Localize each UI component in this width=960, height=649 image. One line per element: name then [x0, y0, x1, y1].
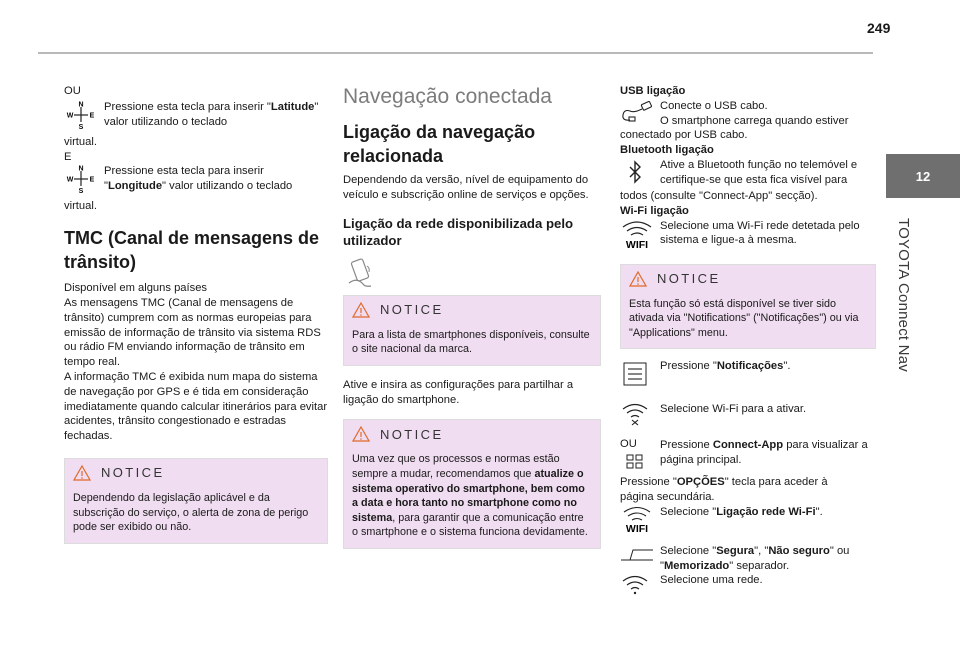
usb-title: USB ligação — [620, 85, 686, 97]
section-title: Navegação conectada — [343, 85, 552, 108]
notice-body: Esta função só está disponível se tiver sido ativada via "Notifications" ("Notificações") ou via "Applications" menu. — [629, 297, 859, 339]
svg-text:S: S — [78, 123, 84, 130]
options-text: Pressione "OPÇÕES" tecla para aceder à — [620, 476, 828, 489]
usb-text: Conecte o USB cabo. — [660, 99, 768, 112]
longitude-tail: virtual. — [64, 200, 97, 213]
select-wifi-text: Selecione Wi-Fi para a ativar. — [660, 403, 807, 416]
svg-text:N: N — [78, 165, 84, 173]
bluetooth-icon — [620, 158, 660, 189]
wifi-off-icon[interactable] — [620, 402, 660, 431]
wifi-title: Wi-Fi ligação — [620, 204, 689, 217]
or-label: OU — [64, 85, 81, 97]
page-number: 249 — [867, 20, 891, 36]
warning-icon — [629, 271, 647, 287]
latitude-text: Pressione esta tecla para inserir "Latitude" valor utilizando o teclado — [104, 100, 319, 128]
subsection-title: Ligação da navegação relacionada — [343, 122, 536, 166]
compass-icon — [64, 164, 104, 199]
column-middle — [343, 84, 601, 549]
notifications-list-icon[interactable] — [620, 359, 660, 394]
notice-title: NOTICE — [380, 426, 444, 442]
notice-title: NOTICE — [380, 302, 444, 318]
column-right — [620, 84, 876, 602]
apps-grid-icon[interactable] — [620, 438, 660, 475]
connect-app-text: Pressione Connect-App para visualizar a página principal. — [660, 439, 868, 466]
tmc-paragraph: As mensagens TMC (Canal de mensagens de trânsito) cumprem com as normas europeias para emissão de informação de trânsito via sistema RDS ou rádio FM enviando informação de trânsito em tempo real. — [64, 296, 321, 369]
tabs-icon[interactable] — [620, 544, 660, 567]
bluetooth-row — [620, 158, 876, 189]
notice-body: Uma vez que os processos e normas estão sempre a mudar, recomendamos que atualize o sistema operativo do smartphone, bem como a data e hora tanto no smartphone como no sistema, para garantir que a comunicação entre o smartphone e o sistema funciona devidamente. — [352, 453, 588, 539]
select-network-row — [620, 573, 876, 602]
chapter-title-text: TOYOTA Connect Nav — [895, 218, 912, 372]
or-label: OU — [620, 438, 637, 451]
svg-text:E: E — [89, 112, 95, 120]
wifi-network-icon[interactable] — [620, 505, 660, 538]
svg-text:E: E — [89, 176, 95, 184]
options-tail: página secundária. — [620, 490, 715, 503]
wifi-network-text: Selecione "Ligação rede Wi-Fi". — [660, 505, 823, 518]
compass-icon — [64, 100, 104, 135]
user-network-title: Ligação da rede disponibilizada pelo utilizador — [343, 215, 574, 248]
svg-text:WIFI: WIFI — [625, 238, 649, 249]
latitude-row — [64, 100, 328, 135]
notice-title: NOTICE — [657, 271, 721, 287]
column-left — [64, 84, 328, 544]
bluetooth-text: Ative a Bluetooth função no telemóvel e certifique-se que esta fica visível para — [660, 158, 858, 186]
intro-paragraph: Dependendo da versão, nível de equipamento do veículo e subscrição online de serviços e opções. — [343, 174, 589, 201]
warning-icon — [73, 465, 91, 481]
tmc-paragraph: A informação TMC é exibida num mapa do sistema de navegação por GPS e é tida em consideração imediatamente quando calcular itinerários para evitar acidentes, trânsito congestionado e estradas fechadas. — [64, 370, 328, 443]
header-rule — [38, 52, 873, 54]
svg-text:S: S — [78, 188, 84, 195]
notice-body: Para a lista de smartphones disponíveis, consulte o site nacional da marca. — [352, 328, 590, 356]
wifi-icon — [620, 219, 660, 254]
wifi-row — [620, 219, 876, 254]
longitude-text: Pressione esta tecla para inserir "Longitude" valor utilizando o teclado — [104, 165, 293, 193]
longitude-row — [64, 164, 328, 199]
notice-title: NOTICE — [101, 465, 165, 481]
wifi-signal-icon[interactable] — [620, 573, 660, 602]
wifi-text: Selecione uma Wi-Fi rede detetada pelo sistema e ligue-a à mesma. — [660, 219, 860, 247]
notice-box — [64, 458, 328, 544]
usb-text: O smartphone carrega quando estiver — [660, 114, 849, 127]
notice-box — [620, 264, 876, 350]
svg-text:W: W — [66, 112, 74, 120]
warning-icon — [352, 302, 370, 318]
tmc-paragraph: Disponível em alguns países — [64, 282, 208, 295]
security-text: Selecione "Segura", "Não seguro" ou "Memorizado" separador. — [660, 544, 850, 572]
bluetooth-title: Bluetooth ligação — [620, 144, 714, 157]
svg-text:WIFI: WIFI — [625, 522, 649, 533]
bluetooth-tail: todos (consulte "Connect-App" secção). — [620, 189, 818, 202]
notice-body: Dependendo da legislação aplicável e da subscrição do serviço, o alerta de zona de perigo pode ser exibido ou não. — [73, 491, 309, 534]
activate-paragraph: Ative e insira as configurações para partilhar a ligação do smartphone. — [343, 378, 574, 406]
usb-row — [620, 99, 876, 129]
notice-box — [343, 419, 601, 549]
latitude-tail: virtual. — [64, 135, 97, 148]
select-network-text: Selecione uma rede. — [660, 574, 763, 587]
notice-box — [343, 295, 601, 366]
notifications-text: Pressione "Notificações". — [660, 360, 791, 373]
usb-cable-icon — [620, 99, 660, 128]
usb-tail: conectado por USB cabo. — [620, 129, 748, 142]
and-label: E — [64, 150, 72, 163]
chapter-title-vertical — [892, 218, 914, 478]
wifi-network-row — [620, 505, 876, 538]
wifi-activate-row — [620, 402, 876, 431]
svg-text:N: N — [78, 101, 84, 109]
svg-text:W: W — [66, 176, 74, 184]
notifications-row — [620, 359, 876, 394]
security-tabs-row — [620, 544, 876, 574]
chapter-tab[interactable]: 12 — [886, 154, 960, 198]
warning-icon — [352, 426, 370, 442]
smartphone-icon — [345, 257, 601, 295]
tmc-title: TMC (Canal de mensagens de trânsito) — [64, 228, 320, 273]
connect-app-row — [620, 438, 876, 475]
